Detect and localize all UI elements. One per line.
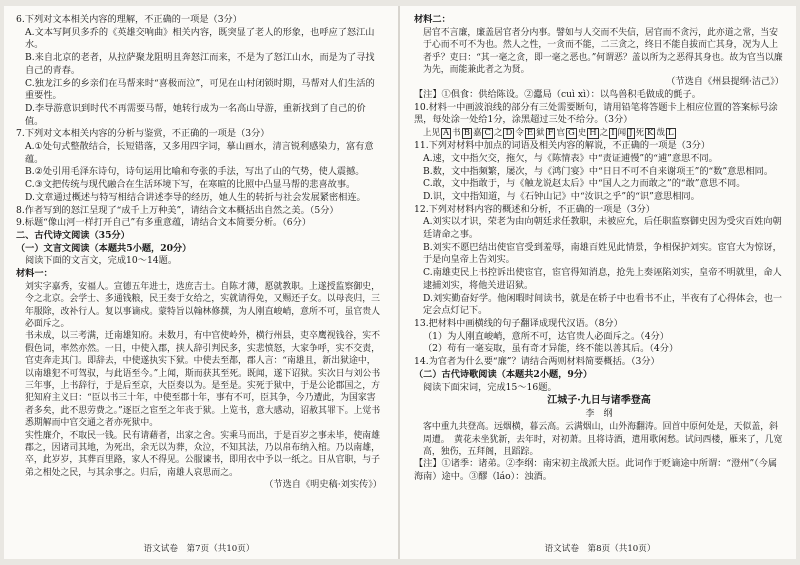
page-gutter [398, 6, 400, 559]
answer-char: 闻 [617, 128, 627, 139]
material-1-para-3: 实性廉介，不取民一钱。民有请藉者，出家之舍。实乘马而出，于是百岁之事未毕，使南雄郡之，因诸司其地，为死出，余无以为葬，众泣，不知其法，乃以帛布纳入棺。乃以南雄，卒，此岁岁，其葬百里路，家人不得见。公服谏书，即用衣中予以一纸之。日从官职，与子弟之相处之民，与其余事之。归后，南雄人哀思而之。 [25, 430, 380, 478]
page-8 [404, 6, 796, 559]
q11-option-b: B.数，文中指频繁，屡次，与《鸿门宴》中“日日不可不自来谢项王”的“数”意思相同。 [423, 165, 774, 177]
q6-option-d: D.李导游意识到时代不再需要马帮，她转行成为一名高山导游，重新找到了自己的价值。 [25, 102, 366, 127]
material-1-para-1: 刘实字嘉秀，安福人。宣德五年进士，选庶吉士。自陈才薄，愿就教职。上遂授监察御史，令之北京。会学士、多通钱粮，民王奏于女给之，实就请得免，又赐还子女。以母丧归，三年服除，改补行人。复以事谪戍。蒙特旨以翰林修撰，为人刚直峻峭，意所不可，虽官贵人必面斥之。 [25, 281, 380, 329]
q12-stem: 12.下列对材料内容的概述和分析，不正确的一项是（3分） [414, 203, 655, 215]
answer-box-a[interactable]: A [443, 128, 450, 139]
q11-option-c: C.敢，文中指敢于，与《触龙说赵太后》中“国人之力而敢之”的“敢”意思不同。 [423, 178, 746, 190]
q9: 9.标题“像山河一样打开自己”有多重意蕴，请结合文本简要分析。（6分） [16, 217, 312, 229]
q6-option-b: B.来自北京的老者，从拉萨聚龙阻明且奔怒江而来，不是为了怒江山水，而是为了寻找自己的青春。 [25, 52, 375, 76]
answer-char: 嘉 [472, 128, 482, 139]
q12-option-b: B.刘实不愿巴结出使宦官受到羞辱，南雄百姓见此情景，争相保护刘实。宦官大为惊讶，于是向皇帝上告刘实。 [423, 241, 782, 266]
answer-box-h[interactable]: H [589, 128, 597, 139]
answer-char: 上 [423, 128, 432, 139]
q6-stem: 6.下列对文本相关内容的理解，不正确的一项是（3分） [16, 14, 242, 25]
q10-answer-sheet [414, 127, 784, 140]
answer-box-b[interactable]: B [463, 128, 470, 139]
q7-option-a: A.①处句式整散结合，长短错落，又多用四字词，摹山画水，清言锐利感染力，富有意蕴。 [25, 141, 374, 165]
material-2-text: 居官不言廉，廉盖居官者分内事。譬如与人交而不失信，居官而不贪污，此亦道之常，当安于心而不可不为也。然人之性，一贪而不能，二三贪之，终日不能自拔而亡其身，况为人上者乎？吏曰：“其一毫之贪，即一毫之恶也。”何谓恶？盖以所为之恶得其身也。故为官当以廉为先，而能兼此者之为贤。 [423, 27, 783, 75]
answer-box-f[interactable]: F [547, 128, 554, 139]
q13-stem: 13.把材料中画横线的句子翻译成现代汉语。（8分） [414, 317, 623, 329]
q6-option-c: C.独龙江乡的乡亲们在马帮来时“喜极而泣”，可见在山村闭锁时期，马帮对人们生活的重要性。 [25, 77, 375, 102]
answer-char: 史 [577, 128, 587, 139]
answer-box-g[interactable]: G [567, 128, 575, 139]
exam-spread [4, 6, 796, 559]
material-1-label: 材料一： [16, 268, 53, 280]
q7-option-b: B.②处引用毛泽东诗句，诗句运用比喻和夸张的手法，写出了山的气势，使人震撼。 [25, 166, 365, 178]
answer-char: 之 [493, 128, 503, 139]
answer-box-j[interactable]: J [629, 128, 633, 139]
q8: 8.作者写到的怒江呈现了“成千上万种美”，请结合文本概括出自然之美。（5分） [16, 204, 339, 216]
reading-instruction: 阅读下面的文言文，完成10～14题。 [25, 255, 178, 267]
material-2-source: （节选自《州县提纲·洁己》） [666, 76, 784, 88]
material-1-para-2: 书未成，以三考满，迁南雄知府。未数月，有中官使岭外，横行州县，吏卒鹰视钱谷，实不假色词，率然亦然。一日，中使入郡，挟人辞引判民多，实悲愤怒，大家争呼，实不交责，官吏奔走其门。即辞去，中使遂执实下狱。中使去至都，郡人言：“南雄且，新出狱途中，以南雄犯不可驾驭，与此语至今。”上闻，斯而获其至死。既闻，遂下诏狱。实次日与刘公书三年事，上书辞行，于是后至京，大臣奏以为。是至是。实死于狱中，于是公论郡国之，方犯知府主义曰：“臣以书三十年，中使至郡十年，事有不可，臣其争，今乃遭此，为国家害者多矣，此不思劳费之。”逐臣之宦至之年丧于狱。上览书，意大感动，诏赦其罪下。上觉书悉期解而中官交通之者亦死狱中。 [25, 331, 381, 429]
q11-stem: 11.下列对材料中加点的词语及相关内容的解说，不正确的一项是（3分） [414, 140, 711, 152]
q7-stem: 7.下列对文本相关内容的分析与鉴赏，不正确的一项是（3分） [16, 128, 270, 140]
poem-author: 李 纲 [585, 409, 613, 420]
subsection-2-heading: （二）古代诗歌阅读（本题共2小题，9分） [414, 368, 593, 380]
section-2-heading: 二、古代诗文阅读（35分） [16, 229, 130, 241]
q12-option-a: A.刘实以才识，荣老为由向朝廷求任教职，未被应允，后任职监察御史因为受灾百姓向朝廷请命之事。 [423, 216, 782, 241]
answer-box-d[interactable]: D [505, 128, 513, 139]
answer-char: 见 [431, 128, 441, 139]
page-8-footer: 语文试卷 第8页（共10页） [544, 544, 656, 554]
q12-option-c: C.南雄吏民上书控诉出使宦官，宦官得知消息，抢先上奏诬陷刘实，皇帝不明就里，命人逮捕刘实，将他关进诏狱。 [423, 267, 782, 291]
answer-char: 之 [599, 128, 609, 139]
q7-option-d: D.文章通过概述与特写相结合讲述李导的经历，她人生的转折与社会发展紧密相连。 [25, 191, 366, 203]
q6-option-a: A.文本写阿贝多乔的《英雄交响曲》相关内容，既突显了老人的形象，也呼应了怒江山水。 [25, 26, 375, 51]
answer-char: 令 [515, 128, 524, 139]
q7-option-c: C.③文把传统与现代融合在生活环境下写，在寒暄的比照中凸显马帮的悲喜故事。 [25, 179, 356, 191]
material-2-label: 材料二： [414, 14, 451, 25]
answer-box-i[interactable]: I [611, 128, 615, 139]
answer-char: 狱 [536, 128, 545, 139]
q13-item-1: （1）为人刚直峻峭，意所不可，达官贵人必面斥之。（4分） [423, 330, 669, 342]
answer-box-c[interactable]: C [484, 128, 491, 139]
q11-option-a: A.速，文中指欠交，拖欠，与《陈情表》中“责证逋慢”的“逋”意思不同。 [423, 152, 718, 164]
page-7 [4, 6, 394, 559]
answer-char: 死 [635, 128, 645, 139]
note-2: 【注】①诸季：诸弟。②李纲：南宋初主战派大臣。此词作于贬谪途中所谓：“澄州”（今属海南）途中。③醪（láo）：浊酒。 [414, 458, 778, 483]
q14: 14.为官者为什么要“廉”？请结合两则材料简要概括。（3分） [414, 356, 660, 368]
poem-instruction: 阅读下面宋词，完成15～16题。 [423, 381, 557, 393]
answer-char: 书 [452, 128, 461, 139]
answer-box-k[interactable]: K [647, 128, 654, 139]
answer-char: 哉 [656, 128, 665, 139]
q13-item-2: （2）苟有一毫妄取，虽有奇才异能，终不能以善其后。（4分） [423, 343, 679, 355]
poem-title: 江城子·九日与诸季登高 [547, 395, 651, 407]
material-1-source: （节选自《明史稿·刘实传》） [264, 479, 382, 491]
q11-option-d: D.识，文中指知道，与《石钟山记》中“汝识之乎”的“识”意思相同。 [423, 190, 700, 202]
subsection-1-heading: （一）文言文阅读（本题共5小题，20分） [16, 242, 192, 254]
answer-box-e[interactable]: E [526, 128, 534, 139]
page-7-footer: 语文试卷 第7页（共10页） [143, 544, 255, 554]
note-1: 【注】①俱食：供给陈设。②蠹局（cuì xì）：以鸟兽积毛做成的氈子。 [414, 89, 701, 101]
answer-box-l[interactable]: L [667, 128, 674, 139]
poem-text: 客中重九共登高。远烟横，暮云高。云满烟山，山外海翻涛。回首中原何处是，天似盖，斜周遭。 黄花未坐犹新，去年时，对初萧。且将诗酒，遣用歌闲愁。试问西楼，雁来了，几宽高，独伤，五拜阁，且蹈踪。 [423, 422, 783, 458]
answer-char: 官 [556, 128, 565, 139]
q12-option-d: D.刘实勤奋好学。他闲暇时间读书，就是在轿子中也看书不止，半夜有了心得体会，也一定会点灯记下。 [423, 292, 783, 317]
q10: 10.材料一中画波浪线的部分有三处需要断句，请用铅笔将答题卡上相应位置的答案标号涂黑，每处涂一处给1分，涂黑超过三处不给分。（3分） [414, 101, 778, 126]
